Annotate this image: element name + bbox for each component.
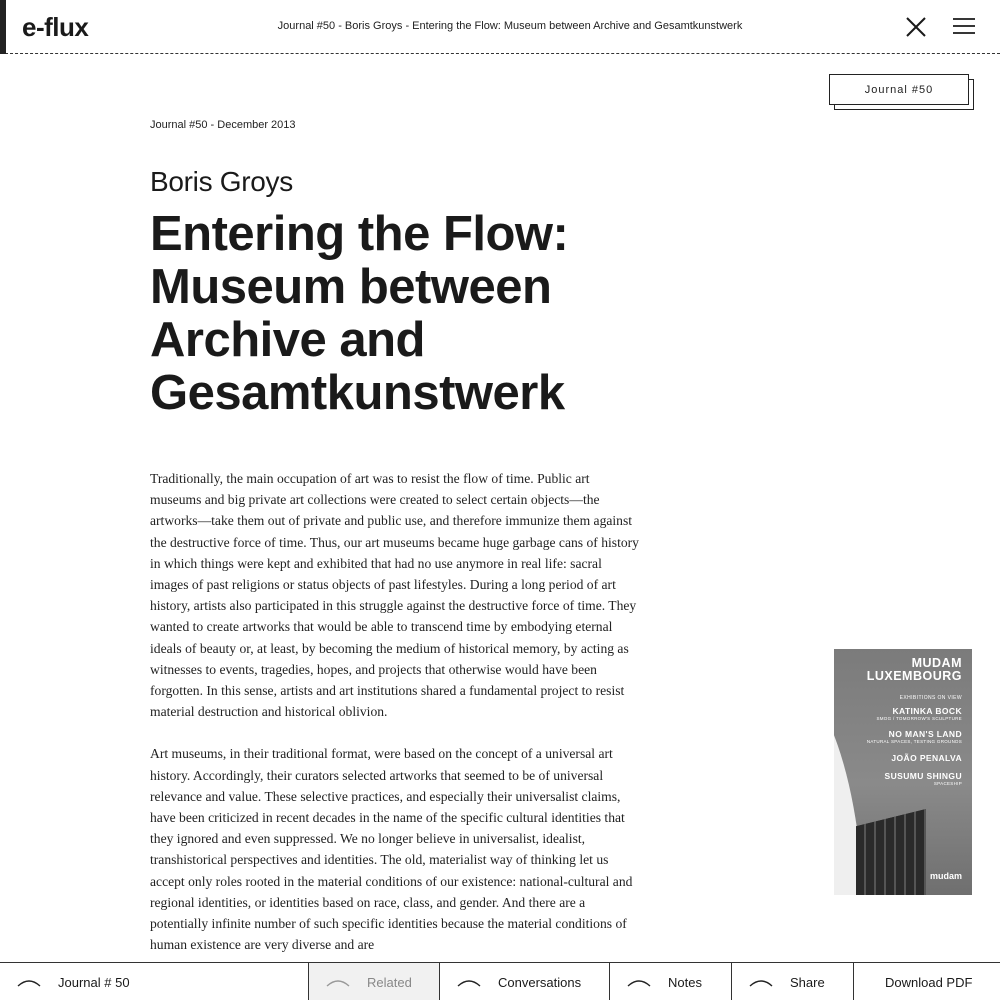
tab-notes[interactable] (610, 963, 732, 1000)
ad-exhibition-sub: NATURAL SPACES, TESTING GROUNDS (866, 739, 962, 744)
chevron-up-icon (627, 978, 651, 988)
tab-notes-label: Notes (668, 974, 702, 990)
tab-journal-label: Journal # 50 (58, 974, 130, 990)
ad-exhibition-name: NO MAN'S LAND (888, 729, 962, 739)
top-header (0, 0, 1000, 54)
ad-exhibition (867, 730, 962, 745)
tab-journal[interactable] (0, 963, 309, 1000)
chevron-up-icon (749, 978, 773, 988)
article-paragraph: Art museums, in their traditional format, were based on the concept of a universal art history. Accordingly, their curators selected artworks that seemed to be of universal relevance and value. These selective practices, and especially their universalist claims, have been criticized in recent decades in the name of the specific cultural identities that they ignored and even suppressed. We no longer believe in universalist, idealist, transhistorical perspectives and identities. The old, materialist way of thinking let us accept only roles rooted in the material conditions of our existence: national-cultural and regional identities, or identities based on race, class, and gender. And there are a potentially infinite number of such specific identities because the material conditions of human existence are very diverse and are (150, 746, 633, 953)
ad-exhibition-name: JOÃO PENALVA (891, 753, 962, 763)
ad-exhibition-sub: SMOG / TOMORROW'S SCULPTURE (876, 716, 962, 721)
journal-tag-label[interactable]: Journal #50 (829, 74, 969, 105)
tab-related[interactable] (309, 963, 440, 1000)
ad-exhibition-sub: SPACESHIP (933, 781, 962, 786)
article-paragraph: Traditionally, the main occupation of art was to resist the flow of time. Public art museums and big private art collections were created to select certain objects—the artworks—take them out of private and public use, and therefore immunize them against the destructive force of time. Thus, our art museums became huge garbage cans of history in which things were kept and exhibited that had no use anymore in real life: sacral images of past religions or status objects of past lifestyles. During a long period of art history, artists also participated in this struggle against the destructive force of time. They wanted to create artworks that would be able to transcend time by embodying eternal ideals of beauty or, at least, by becoming the medium of historical memory, by acting as witnesses to events, tragedies, hopes, and projects that otherwise would have been forgotten. In this sense, artists and art institutions shared a fundamental project to resist material destruction and historical oblivion. (150, 471, 639, 720)
bottom-navigation-bar (0, 962, 1000, 1000)
tab-download-pdf-label: Download PDF (885, 974, 973, 990)
article-title: Entering the Flow: Museum between Archive and Gesamtkunstwerk (150, 207, 569, 420)
article-body (150, 468, 640, 976)
ad-title-line1: MUDAM (911, 656, 962, 670)
e-flux-logo[interactable]: e-flux (22, 12, 89, 42)
header-left-bar (0, 0, 6, 54)
chevron-up-icon (17, 978, 41, 988)
mudam-advertisement[interactable] (834, 649, 972, 895)
tab-conversations[interactable] (440, 963, 610, 1000)
ad-exhibition (885, 772, 962, 787)
tab-download-pdf[interactable] (854, 963, 1000, 1000)
chevron-up-icon (326, 978, 350, 988)
ad-exhibition-name: SUSUMU SHINGU (884, 771, 962, 781)
journal-issue-tag[interactable] (829, 74, 971, 106)
header-article-title: Journal #50 - Boris Groys - Entering the Flow: Museum between Archive and Gesamtkunstwerk (277, 20, 743, 32)
chevron-up-icon (457, 978, 481, 988)
ad-exhibition-name: KATINKA BOCK (892, 706, 962, 716)
mudam-logo: mudam (929, 871, 962, 881)
article-meta: Journal #50 - December 2013 (150, 119, 296, 131)
ad-exhibition (891, 754, 962, 763)
article-author[interactable]: Boris Groys (150, 166, 293, 197)
close-icon[interactable] (905, 16, 927, 38)
hamburger-menu-icon[interactable] (952, 16, 976, 36)
ad-subtitle: EXHIBITIONS ON VIEW (899, 695, 962, 701)
tab-related-label: Related (367, 974, 412, 990)
ad-title-line2: LUXEMBOURG (866, 669, 962, 683)
tab-share[interactable] (732, 963, 854, 1000)
ad-exhibition (876, 707, 962, 722)
ad-building-image (856, 809, 926, 895)
tab-conversations-label: Conversations (498, 974, 582, 990)
tab-share-label: Share (790, 974, 825, 990)
ad-title (867, 657, 962, 683)
